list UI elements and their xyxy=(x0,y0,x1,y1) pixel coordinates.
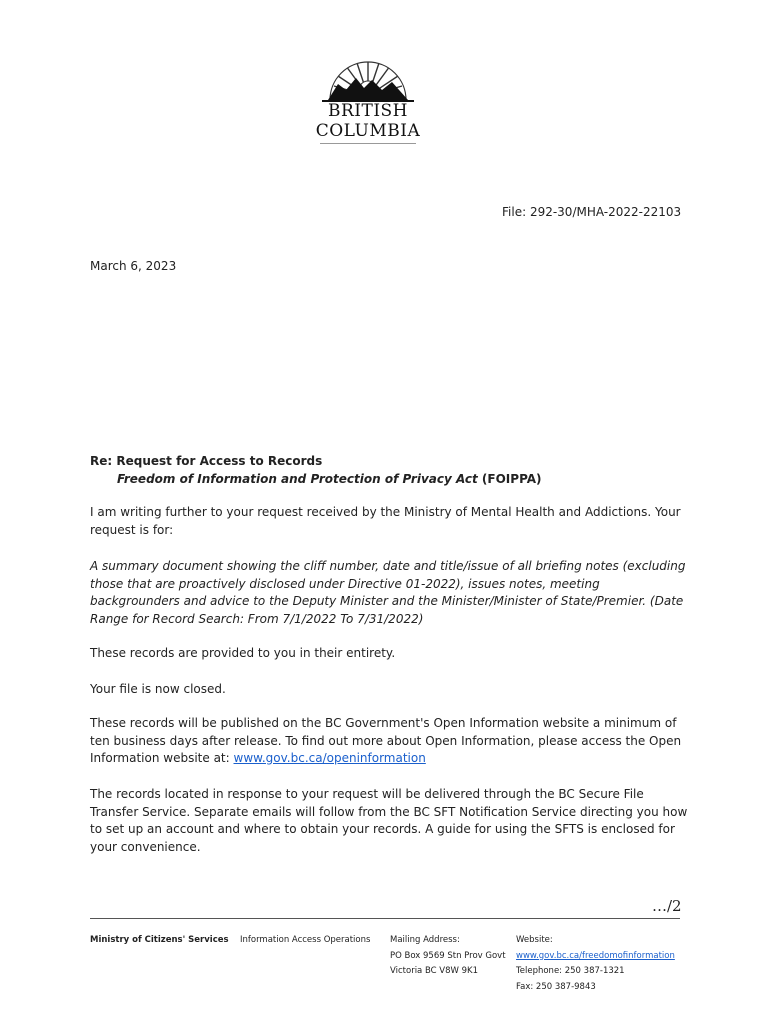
logo-divider xyxy=(320,143,416,144)
request-description: A summary document showing the cliff number, date and title/issue of all briefing notes (excluding those that are proactively disclosed under Directive 01-2022), issues notes, meeting backgrounders and advice to the Deputy Minister and the Minister/Minister of State/Premier. (Date Range for Record Search: From 7/1/2022 To 7/31/2022) xyxy=(90,559,686,626)
footer-divider xyxy=(90,918,680,919)
file-number: File: 292-30/MHA-2022-22103 xyxy=(502,205,682,219)
footer-contact xyxy=(516,933,675,995)
footer-branch: Information Access Operations xyxy=(240,935,371,945)
act-line xyxy=(90,470,542,488)
telephone: Telephone: 250 387-1321 xyxy=(516,966,625,976)
open-information-link[interactable]: www.gov.bc.ca/openinformation xyxy=(233,751,426,765)
mailing-line-1: PO Box 9569 Stn Prov Govt xyxy=(390,950,506,961)
website-label: Website: xyxy=(516,935,553,945)
letter-date: March 6, 2023 xyxy=(90,259,177,273)
footer-ministry: Ministry of Citizens' Services xyxy=(90,935,229,945)
logo-text-columbia: COLUMBIA xyxy=(315,121,421,141)
open-information-text: These records will be published on the BC Government's Open Information website a minimum of ten business days after release. To find out more about Open Information, please access the Open Information website at: xyxy=(90,716,682,765)
bc-government-logo xyxy=(312,46,424,148)
mailing-label: Mailing Address: xyxy=(390,935,460,945)
body-paragraph-closed: Your file is now closed. xyxy=(90,682,226,696)
sunset-mountains-icon xyxy=(312,46,424,102)
footer-mailing-address xyxy=(390,933,506,980)
subject-line: Re: Request for Access to Records xyxy=(90,454,323,468)
subject-block xyxy=(90,452,542,488)
fax: Fax: 250 387-9843 xyxy=(516,981,596,992)
logo-text-british: BRITISH xyxy=(327,101,409,121)
website-link[interactable]: www.gov.bc.ca/freedomofinformation xyxy=(516,950,675,961)
body-paragraph-intro: I am writing further to your request received by the Ministry of Mental Health and Addictions. Your request is for: xyxy=(90,505,681,537)
body-paragraph-open-information xyxy=(90,715,688,768)
act-abbreviation: (FOIPPA) xyxy=(477,472,542,486)
body-paragraph-entirety: These records are provided to you in their entirety. xyxy=(90,646,396,660)
mailing-line-2: Victoria BC V8W 9K1 xyxy=(390,966,479,976)
page-continuation-marker: …/2 xyxy=(652,897,682,915)
body-paragraph-sft: The records located in response to your request will be delivered through the BC Secure File Transfer Service. Separate emails will follow from the BC SFT Notification Service directing you how to set up an account and where to obtain your records. A guide for using the SFTS is enclosed for your convenience. xyxy=(90,787,688,854)
act-name: Freedom of Information and Protection of Privacy Act xyxy=(117,472,478,486)
